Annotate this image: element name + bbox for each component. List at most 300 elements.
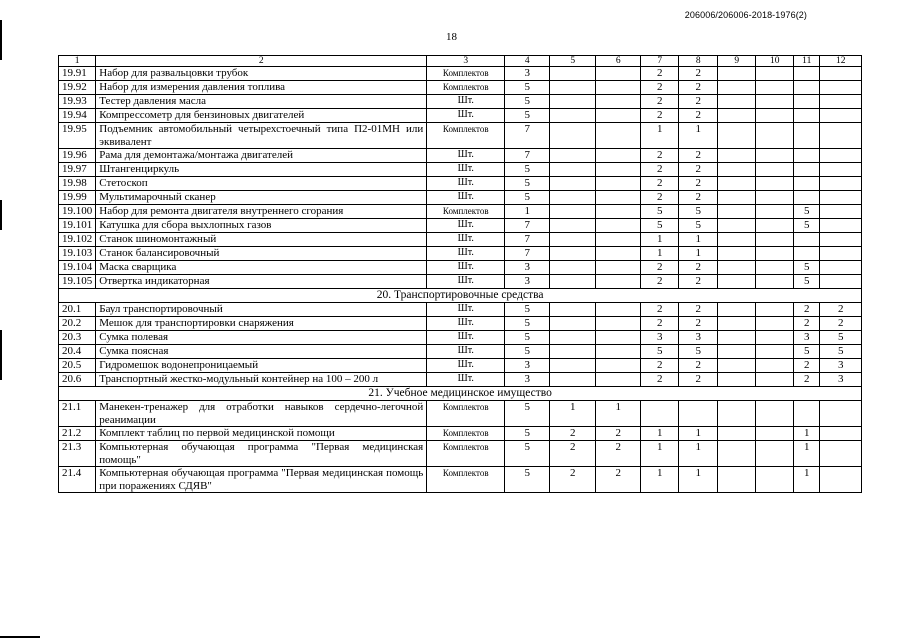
qty-col-10: [756, 247, 794, 261]
qty-col-9: [718, 95, 756, 109]
item-number: 20.2: [59, 317, 96, 331]
qty-col-10: [756, 123, 794, 149]
qty-col-5: [550, 149, 596, 163]
qty-col-10: [756, 331, 794, 345]
qty-col-12: [820, 275, 862, 289]
qty-col-5: [550, 95, 596, 109]
item-name: Компьютерная обучающая программа "Первая медицинская помощь": [96, 441, 427, 467]
qty-col-6: 2: [596, 467, 641, 493]
qty-col-10: [756, 345, 794, 359]
qty-col-8: 2: [679, 191, 718, 205]
table-row: [59, 303, 862, 317]
unit: Комплектов: [427, 441, 505, 467]
unit: Шт.: [427, 261, 505, 275]
unit: Шт.: [427, 109, 505, 123]
unit: Шт.: [427, 219, 505, 233]
column-header-row: [59, 56, 862, 67]
qty-col-6: [596, 123, 641, 149]
qty-col-12: 2: [820, 317, 862, 331]
qty-col-11: 2: [794, 317, 820, 331]
qty-col-4: 5: [505, 331, 550, 345]
qty-col-8: 2: [679, 109, 718, 123]
qty-col-7: 2: [641, 317, 679, 331]
qty-col-4: 5: [505, 427, 550, 441]
qty-col-10: [756, 163, 794, 177]
qty-col-8: 2: [679, 275, 718, 289]
qty-col-8: 1: [679, 441, 718, 467]
qty-col-6: [596, 95, 641, 109]
qty-col-7: 2: [641, 275, 679, 289]
qty-col-12: [820, 123, 862, 149]
qty-col-10: [756, 467, 794, 493]
qty-col-6: [596, 109, 641, 123]
qty-col-8: [679, 401, 718, 427]
unit: Шт.: [427, 275, 505, 289]
item-number: 19.92: [59, 81, 96, 95]
item-number: 19.94: [59, 109, 96, 123]
page-number: 18: [446, 31, 457, 43]
column-header: 9: [718, 56, 756, 67]
qty-col-12: [820, 191, 862, 205]
qty-col-12: [820, 163, 862, 177]
item-name: Гидромешок водонепроницаемый: [96, 359, 427, 373]
qty-col-11: [794, 233, 820, 247]
qty-col-9: [718, 109, 756, 123]
qty-col-6: [596, 317, 641, 331]
qty-col-9: [718, 205, 756, 219]
qty-col-12: [820, 109, 862, 123]
qty-col-8: 2: [679, 303, 718, 317]
qty-col-5: [550, 67, 596, 81]
unit: Комплектов: [427, 205, 505, 219]
qty-col-6: [596, 149, 641, 163]
qty-col-8: 5: [679, 345, 718, 359]
qty-col-4: 3: [505, 261, 550, 275]
qty-col-6: [596, 81, 641, 95]
qty-col-9: [718, 303, 756, 317]
qty-col-5: [550, 275, 596, 289]
qty-col-8: 2: [679, 163, 718, 177]
qty-col-8: 2: [679, 67, 718, 81]
item-name: Сумка поясная: [96, 345, 427, 359]
column-header: 7: [641, 56, 679, 67]
qty-col-9: [718, 427, 756, 441]
table-row: [59, 331, 862, 345]
qty-col-7: 2: [641, 261, 679, 275]
unit: Шт.: [427, 373, 505, 387]
qty-col-7: 5: [641, 205, 679, 219]
item-name: Катушка для сбора выхлопных газов: [96, 219, 427, 233]
unit: Комплектов: [427, 81, 505, 95]
column-header: 4: [505, 56, 550, 67]
qty-col-11: 1: [794, 467, 820, 493]
qty-col-6: [596, 261, 641, 275]
item-name: Сумка полевая: [96, 331, 427, 345]
qty-col-7: 1: [641, 247, 679, 261]
item-number: 19.102: [59, 233, 96, 247]
table-row: [59, 345, 862, 359]
item-number: 19.96: [59, 149, 96, 163]
qty-col-4: 5: [505, 163, 550, 177]
unit: Шт.: [427, 331, 505, 345]
qty-col-8: 1: [679, 467, 718, 493]
table-row: [59, 219, 862, 233]
item-name: Маска сварщика: [96, 261, 427, 275]
qty-col-8: 1: [679, 123, 718, 149]
qty-col-4: 5: [505, 303, 550, 317]
qty-col-10: [756, 67, 794, 81]
qty-col-5: [550, 303, 596, 317]
qty-col-12: [820, 401, 862, 427]
qty-col-7: 2: [641, 373, 679, 387]
item-name: Отвертка индикаторная: [96, 275, 427, 289]
section-header-row: [59, 289, 862, 303]
qty-col-4: 7: [505, 233, 550, 247]
item-number: 20.3: [59, 331, 96, 345]
qty-col-5: [550, 109, 596, 123]
item-number: 21.2: [59, 427, 96, 441]
qty-col-9: [718, 191, 756, 205]
item-name: Компрессометр для бензиновых двигателей: [96, 109, 427, 123]
qty-col-4: 5: [505, 317, 550, 331]
equipment-table: [58, 55, 862, 493]
item-number: 20.5: [59, 359, 96, 373]
column-header: 10: [756, 56, 794, 67]
item-name: Транспортный жестко-модульный контейнер на 100 – 200 л: [96, 373, 427, 387]
qty-col-4: 3: [505, 373, 550, 387]
qty-col-6: [596, 275, 641, 289]
unit: Комплектов: [427, 401, 505, 427]
qty-col-4: 7: [505, 247, 550, 261]
qty-col-11: 5: [794, 219, 820, 233]
qty-col-7: 2: [641, 81, 679, 95]
qty-col-4: 5: [505, 401, 550, 427]
section-header-row: [59, 387, 862, 401]
column-header: 3: [427, 56, 505, 67]
item-name: Рама для демонтажа/монтажа двигателей: [96, 149, 427, 163]
table-row: [59, 149, 862, 163]
qty-col-5: [550, 359, 596, 373]
qty-col-12: [820, 247, 862, 261]
qty-col-5: [550, 205, 596, 219]
qty-col-11: [794, 123, 820, 149]
qty-col-5: [550, 247, 596, 261]
item-name: Станок балансировочный: [96, 247, 427, 261]
qty-col-12: 3: [820, 359, 862, 373]
qty-col-9: [718, 67, 756, 81]
qty-col-10: [756, 109, 794, 123]
table-row: [59, 123, 862, 149]
column-header: 6: [596, 56, 641, 67]
qty-col-10: [756, 81, 794, 95]
qty-col-10: [756, 275, 794, 289]
unit: Шт.: [427, 95, 505, 109]
item-name: Тестер давления масла: [96, 95, 427, 109]
qty-col-4: 7: [505, 219, 550, 233]
qty-col-5: 1: [550, 401, 596, 427]
qty-col-7: 2: [641, 359, 679, 373]
qty-col-6: [596, 191, 641, 205]
qty-col-4: 1: [505, 205, 550, 219]
qty-col-6: [596, 247, 641, 261]
column-header: 11: [794, 56, 820, 67]
table-row: [59, 95, 862, 109]
qty-col-7: 1: [641, 467, 679, 493]
item-number: 21.4: [59, 467, 96, 493]
qty-col-12: 5: [820, 331, 862, 345]
qty-col-8: 5: [679, 205, 718, 219]
qty-col-7: 1: [641, 441, 679, 467]
table-row: [59, 67, 862, 81]
qty-col-6: 2: [596, 441, 641, 467]
item-name: Набор для измерения давления топлива: [96, 81, 427, 95]
qty-col-9: [718, 261, 756, 275]
item-number: 19.100: [59, 205, 96, 219]
unit: Шт.: [427, 149, 505, 163]
bottom-margin-mark: [0, 636, 40, 638]
qty-col-11: 5: [794, 345, 820, 359]
qty-col-9: [718, 149, 756, 163]
table-body: [59, 56, 862, 493]
item-name: Станок шиномонтажный: [96, 233, 427, 247]
qty-col-9: [718, 359, 756, 373]
item-name: Компьютерная обучающая программа "Первая медицинская помощь при поражениях СДЯВ": [96, 467, 427, 493]
item-name: Баул транспортировочный: [96, 303, 427, 317]
qty-col-7: 2: [641, 95, 679, 109]
qty-col-8: 2: [679, 81, 718, 95]
item-name: Стетоскоп: [96, 177, 427, 191]
table-row: [59, 401, 862, 427]
qty-col-7: 3: [641, 331, 679, 345]
qty-col-4: 5: [505, 177, 550, 191]
qty-col-5: 2: [550, 427, 596, 441]
qty-col-8: 5: [679, 219, 718, 233]
qty-col-8: 2: [679, 359, 718, 373]
qty-col-8: 2: [679, 317, 718, 331]
qty-col-4: 3: [505, 67, 550, 81]
qty-col-7: 5: [641, 219, 679, 233]
unit: Комплектов: [427, 467, 505, 493]
qty-col-10: [756, 373, 794, 387]
qty-col-9: [718, 331, 756, 345]
unit: Комплектов: [427, 123, 505, 149]
qty-col-11: 2: [794, 373, 820, 387]
qty-col-9: [718, 467, 756, 493]
qty-col-6: [596, 303, 641, 317]
unit: Комплектов: [427, 427, 505, 441]
qty-col-6: [596, 177, 641, 191]
qty-col-12: [820, 95, 862, 109]
qty-col-12: [820, 219, 862, 233]
qty-col-6: [596, 331, 641, 345]
qty-col-10: [756, 359, 794, 373]
qty-col-10: [756, 95, 794, 109]
item-number: 19.104: [59, 261, 96, 275]
item-number: 19.98: [59, 177, 96, 191]
qty-col-7: 1: [641, 233, 679, 247]
qty-col-6: 1: [596, 401, 641, 427]
qty-col-10: [756, 441, 794, 467]
unit: Шт.: [427, 303, 505, 317]
table-row: [59, 81, 862, 95]
qty-col-10: [756, 149, 794, 163]
qty-col-4: 5: [505, 467, 550, 493]
item-number: 19.97: [59, 163, 96, 177]
qty-col-9: [718, 233, 756, 247]
table-row: [59, 427, 862, 441]
qty-col-12: [820, 441, 862, 467]
qty-col-7: 1: [641, 427, 679, 441]
qty-col-11: [794, 95, 820, 109]
qty-col-8: 2: [679, 261, 718, 275]
qty-col-5: [550, 345, 596, 359]
qty-col-5: [550, 191, 596, 205]
qty-col-12: [820, 177, 862, 191]
item-number: 21.3: [59, 441, 96, 467]
qty-col-4: 5: [505, 95, 550, 109]
qty-col-4: 5: [505, 81, 550, 95]
section-title: 20. Транспортировочные средства: [59, 289, 862, 303]
unit: Шт.: [427, 345, 505, 359]
qty-col-8: 1: [679, 247, 718, 261]
qty-col-9: [718, 163, 756, 177]
item-name: Мешок для транспортировки снаряжения: [96, 317, 427, 331]
table-row: [59, 247, 862, 261]
qty-col-11: [794, 191, 820, 205]
qty-col-11: 3: [794, 331, 820, 345]
qty-col-11: [794, 401, 820, 427]
qty-col-4: 5: [505, 109, 550, 123]
qty-col-10: [756, 261, 794, 275]
qty-col-6: 2: [596, 427, 641, 441]
qty-col-12: [820, 233, 862, 247]
item-name: Набор для ремонта двигателя внутреннего сгорания: [96, 205, 427, 219]
qty-col-9: [718, 317, 756, 331]
qty-col-11: 2: [794, 359, 820, 373]
qty-col-5: [550, 317, 596, 331]
table-row: [59, 359, 862, 373]
left-margin-marks: [0, 0, 3, 640]
qty-col-7: 2: [641, 177, 679, 191]
item-number: 19.91: [59, 67, 96, 81]
qty-col-10: [756, 233, 794, 247]
qty-col-6: [596, 345, 641, 359]
item-number: 19.105: [59, 275, 96, 289]
qty-col-9: [718, 345, 756, 359]
qty-col-7: 2: [641, 191, 679, 205]
qty-col-10: [756, 191, 794, 205]
qty-col-9: [718, 373, 756, 387]
qty-col-9: [718, 247, 756, 261]
qty-col-10: [756, 177, 794, 191]
item-name: Манекен-тренажер для отработки навыков сердечно-легочной реанимации: [96, 401, 427, 427]
qty-col-4: 3: [505, 275, 550, 289]
qty-col-9: [718, 401, 756, 427]
qty-col-5: [550, 177, 596, 191]
qty-col-7: 2: [641, 303, 679, 317]
qty-col-6: [596, 359, 641, 373]
qty-col-4: 3: [505, 359, 550, 373]
qty-col-7: 1: [641, 123, 679, 149]
qty-col-5: [550, 261, 596, 275]
qty-col-11: [794, 247, 820, 261]
item-number: 20.4: [59, 345, 96, 359]
section-title: 21. Учебное медицинское имущество: [59, 387, 862, 401]
unit: Шт.: [427, 317, 505, 331]
qty-col-6: [596, 67, 641, 81]
qty-col-6: [596, 205, 641, 219]
qty-col-11: 5: [794, 205, 820, 219]
item-number: 21.1: [59, 401, 96, 427]
qty-col-10: [756, 303, 794, 317]
qty-col-10: [756, 427, 794, 441]
qty-col-11: [794, 149, 820, 163]
qty-col-5: [550, 331, 596, 345]
item-number: 19.93: [59, 95, 96, 109]
column-header: 1: [59, 56, 96, 67]
item-number: 20.1: [59, 303, 96, 317]
qty-col-5: 2: [550, 441, 596, 467]
unit: Комплектов: [427, 67, 505, 81]
qty-col-6: [596, 219, 641, 233]
qty-col-11: [794, 177, 820, 191]
qty-col-8: 1: [679, 427, 718, 441]
qty-col-9: [718, 123, 756, 149]
table-row: [59, 317, 862, 331]
table-row: [59, 373, 862, 387]
table-row: [59, 109, 862, 123]
qty-col-12: [820, 205, 862, 219]
qty-col-12: [820, 81, 862, 95]
qty-col-12: [820, 467, 862, 493]
unit: Шт.: [427, 163, 505, 177]
qty-col-8: 3: [679, 331, 718, 345]
qty-col-7: 5: [641, 345, 679, 359]
item-name: Мультимарочный сканер: [96, 191, 427, 205]
qty-col-12: 2: [820, 303, 862, 317]
qty-col-12: [820, 427, 862, 441]
column-header: 12: [820, 56, 862, 67]
qty-col-4: 7: [505, 149, 550, 163]
qty-col-6: [596, 373, 641, 387]
qty-col-10: [756, 219, 794, 233]
unit: Шт.: [427, 247, 505, 261]
qty-col-12: [820, 67, 862, 81]
table-row: [59, 163, 862, 177]
qty-col-9: [718, 441, 756, 467]
table-row: [59, 275, 862, 289]
item-name: Штангенциркуль: [96, 163, 427, 177]
qty-col-7: 2: [641, 163, 679, 177]
qty-col-7: [641, 401, 679, 427]
qty-col-4: 7: [505, 123, 550, 149]
item-name: Подъемник автомобильный четырехстоечный типа П2-01МН или эквивалент: [96, 123, 427, 149]
qty-col-4: 5: [505, 441, 550, 467]
document-number: 206006/206006-2018-1976(2): [684, 10, 807, 20]
item-number: 19.103: [59, 247, 96, 261]
qty-col-8: 2: [679, 149, 718, 163]
qty-col-8: 1: [679, 233, 718, 247]
qty-col-11: [794, 81, 820, 95]
unit: Шт.: [427, 191, 505, 205]
qty-col-12: 3: [820, 373, 862, 387]
qty-col-7: 2: [641, 67, 679, 81]
column-header: 8: [679, 56, 718, 67]
qty-col-8: 2: [679, 177, 718, 191]
qty-col-5: [550, 233, 596, 247]
qty-col-5: [550, 81, 596, 95]
qty-col-12: 5: [820, 345, 862, 359]
